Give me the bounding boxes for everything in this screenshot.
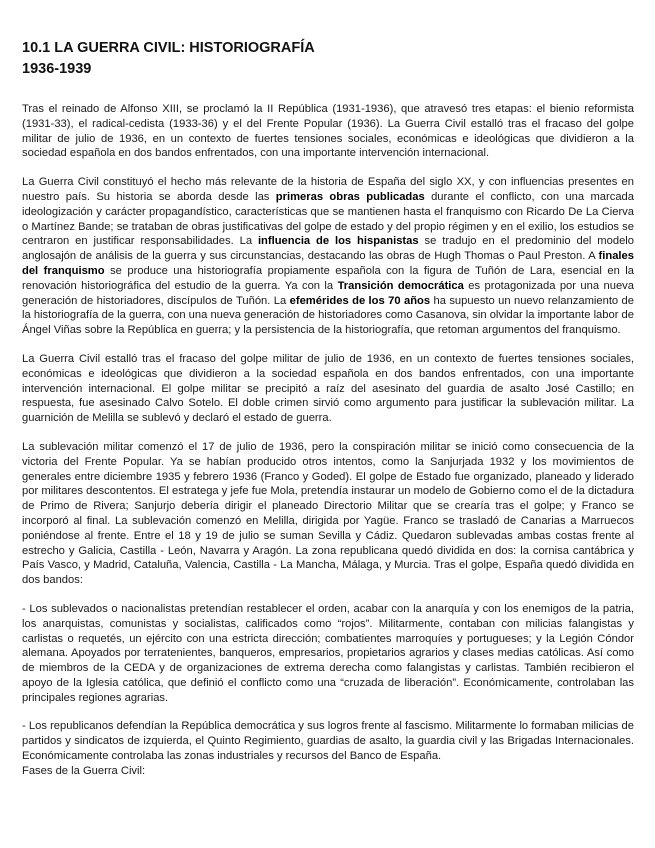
page-title (22, 38, 634, 80)
bold-term-efemerides: efemérides de los 70 años (289, 294, 431, 307)
text-run: se tradujo en el predominio del modelo anglosajón de análisis de la guerra y sus circunstancias, destacando las obras de Hugh Thomas o Paul Preston. A (22, 235, 634, 263)
paragraph-nationalists: - Los sublevados o nacionalistas pretendían restablecer el orden, acabar con la anarquía y con los enemigos de la patria, los anarquistas, comunistas y socialistas, calificados como “rojos”. Militarmente, contaban con milicias falangistas y carlistas o requetés, un ejército con una estricta dirección; combatientes marroquíes y portugueses; y la Legión Cóndor alemana. Apoyados por terratenientes, banqueros, empresarios, propietarios agrarios y clases medias católicas. Así como de miembros de la CEDA y de organizaciones de extrema derecha como falangistas y carlistas. También recibieron el apoyo de la Iglesia católica, que definió el conflicto como una “cruzada de liberación”. Económicamente, controlaban las principales regiones agrarias. (22, 602, 634, 704)
title-line-2: 1936-1939 (22, 61, 92, 77)
text-run: se produce una historiografía propiamente española con la figura de Tuñón de Lara, esencial en la renovación historiográfica del estudio de la guerra. Ya con la (22, 264, 635, 292)
document-page (22, 38, 634, 793)
paragraph-outbreak: La Guerra Civil estalló tras el fracaso del golpe militar de julio de 1936, en un contexto de fuertes tensiones sociales, económicas e ideológicas que dividieron a la sociedad española en dos bandos enfrentados, con una importante intervención internacional. El golpe militar se precipitó a raíz del asesinato del guardia de asalto José Castillo; en respuesta, fue asesinado Calvo Sotelo. El doble crimen sirvió como argumento para justificar la sublevación militar. La guarnición de Melilla se sublevó y declaró el estado de guerra. (22, 352, 634, 425)
paragraph-republicans: - Los republicanos defendían la República democrática y sus logros frente al fascismo. Militarmente lo formaban milicias de partidos y sindicatos de izquierda, el Quinto Regimiento, guardias de asalto, la guardia civil y las Brigadas Internacionales. Económicamente controlaba las zonas industriales y recursos del Banco de España. (22, 720, 634, 763)
text-run: es protagonizada por una nueva generación de historiadores, discípulos de Tuñón. La (22, 279, 634, 307)
bold-term-transicion: Transición democrática (337, 279, 464, 292)
paragraph-intro: Tras el reinado de Alfonso XIII, se proclamó la II República (1931-1936), que atravesó tres etapas: el bienio reformista (1931-33), el radical-cedista (1933-36) y el del Frente Popular (1936). La Guerra Civil estalló tras el fracaso del golpe militar de julio de 1936, en un contexto de fuertes tensiones sociales, económicas e ideológicas que dividieron a la sociedad española en dos bandos enfrentados, con una importante intervención internacional. (22, 103, 634, 160)
paragraph-historiography (22, 175, 634, 338)
paragraph-uprising: La sublevación militar comenzó el 17 de julio de 1936, pero la conspiración militar se inició como consecuencia de la victoria del Frente Popular. Ya se habían producido otros intentos, como la Sanjurjada 1932 y los movimientos de generales entre diciembre 1935 y febrero 1936 (Franco y Goded). El golpe de Estado fue organizado, planeado y liderado por militares descontentos. El estratega y jefe fue Mola, pretendía instaurar un modelo de Gobierno como el de la dictadura de Primo de Rivera; Sanjurjo debería dirigir el planeado Directorio Militar que se crearía tras el golpe; y Franco se incorporó al final. La sublevación comenzó en Melilla, dirigida por Yagüe. Franco se trasladó de Canarias a Marruecos poniéndose al frente. Entre el 18 y 19 de julio se suman Sevilla y Cádiz. Quedaron sublevadas ambas costas frente al estrecho y Galicia, Castilla - León, Navarra y Aragón. La zona republicana quedó dividida en dos: la cornisa cantábrica y País Vasco, y Madrid, Cataluña, Valencia, Castilla - La Mancha, Málaga, y Murcia. Tras el golpe, España quedó dividida en dos bandos: (22, 440, 634, 587)
paragraph-phases-heading: Fases de la Guerra Civil: (22, 764, 146, 777)
text-run: durante el conflicto, con una marcada ideologización y carácter propagandístico, características que se mantienen hasta el franquismo con Ricardo De La Cierva o Martínez Bande; se trataban de obras justificativas del golpe de estado y del propio régimen y en el exilio, los estudios se centraron en justificar responsabilidades. La (22, 190, 634, 248)
title-line-1: 10.1 LA GUERRA CIVIL: HISTORIOGRAFÍA (22, 40, 315, 56)
bold-term-hispanistas: influencia de los hispanistas (257, 235, 419, 248)
bold-term-finales-franquismo: finales del franquismo (22, 250, 634, 277)
text-run: ha supuesto un nuevo relanzamiento de la historiografía de la guerra, con una nueva generación de historiadores como Casanova, sin olvidar la importante labor de Ángel Viñas sobre la República en guerra; y la persistencia de la historiografía, que retoman argumentos del franquismo. (22, 294, 634, 337)
text-run: La Guerra Civil constituyó el hecho más relevante de la historia de España del siglo XX, y con influencias presentes en nuestro país. Su historia se aborda desde las (22, 176, 634, 203)
bold-term-primeras-obras: primeras obras publicadas (275, 190, 425, 203)
